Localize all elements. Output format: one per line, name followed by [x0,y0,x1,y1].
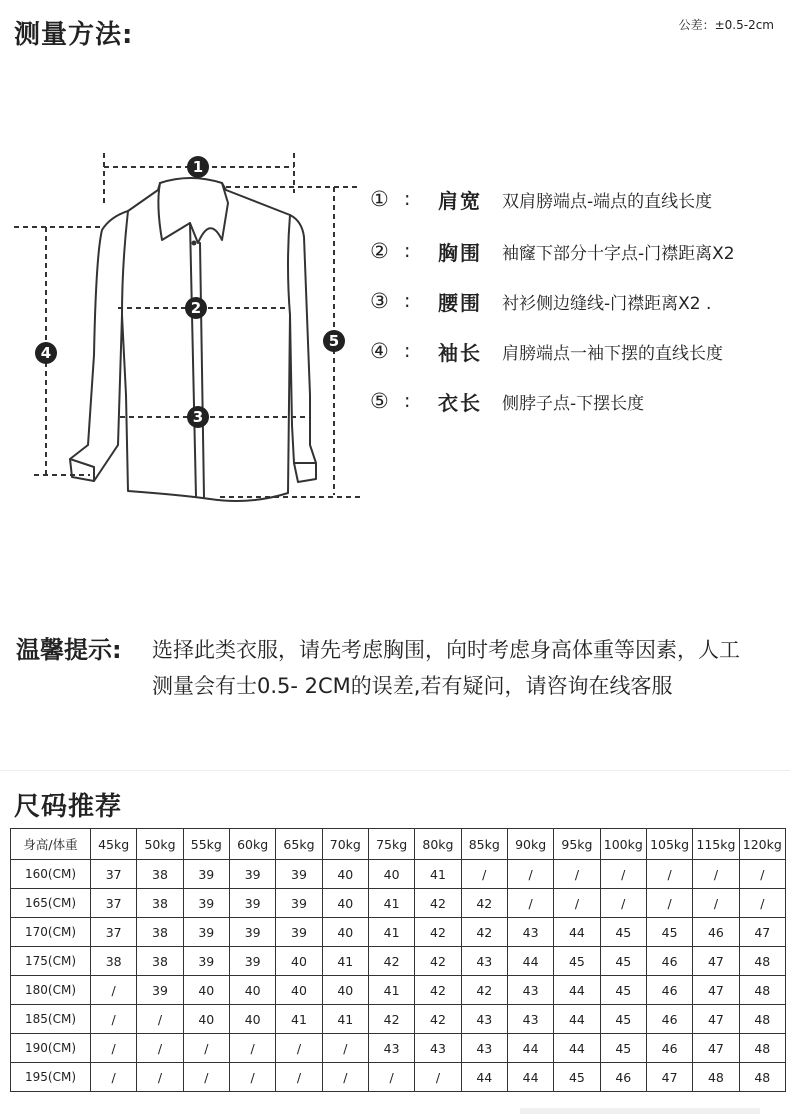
size-cell: 44 [507,1034,553,1063]
size-cell: 41 [276,1005,322,1034]
size-cell: 39 [276,918,322,947]
size-cell: 48 [739,947,785,976]
table-row [11,976,786,1005]
legend-description: 袖窿下部分十字点-门襟距离X2 [502,243,735,264]
height-cell: 180(CM) [11,976,91,1005]
size-cell: / [91,1063,137,1092]
size-cell: 40 [322,976,368,1005]
size-cell: / [739,860,785,889]
size-cell: / [322,1034,368,1063]
size-cell: 42 [368,1005,414,1034]
tips-label: 温馨提示: [16,636,122,664]
size-cell: / [183,1063,229,1092]
size-cell: 42 [415,889,461,918]
height-cell: 160(CM) [11,860,91,889]
legend-name: 胸围 [438,240,482,265]
table-row [11,1034,786,1063]
size-cell: 42 [461,976,507,1005]
size-cell: 47 [693,1005,739,1034]
size-cell: 39 [183,860,229,889]
size-cell: 39 [276,889,322,918]
legend-description: 双肩膀端点-端点的直线长度 [502,191,713,212]
size-cell: / [600,889,646,918]
size-cell: 39 [276,860,322,889]
size-cell: 42 [461,889,507,918]
size-recommend-title: 尺码推荐 [14,792,123,822]
table-row [11,918,786,947]
weight-header: 45kg [91,829,137,860]
legend-colon: : [404,340,411,362]
size-cell: 41 [368,889,414,918]
height-cell: 185(CM) [11,1005,91,1034]
size-cell: / [554,860,600,889]
legend-name: 腰围 [438,290,482,315]
legend-number: ② [370,239,389,263]
size-cell: 48 [739,1034,785,1063]
size-cell: 47 [646,1063,692,1092]
size-cell: 38 [137,889,183,918]
size-cell: 45 [600,1034,646,1063]
size-cell: 44 [461,1063,507,1092]
measure-method-title: 测量方法: [14,20,134,50]
size-cell: 46 [646,1005,692,1034]
size-cell: 44 [507,1063,553,1092]
shirt-measurement-diagram [10,145,370,515]
size-cell: / [554,889,600,918]
size-cell: / [415,1063,461,1092]
size-cell: 39 [229,918,275,947]
size-cell: 44 [554,918,600,947]
weight-header: 70kg [322,829,368,860]
size-cell: / [276,1063,322,1092]
legend-name: 袖长 [438,340,482,365]
legend-row-chest [370,236,735,266]
height-cell: 165(CM) [11,889,91,918]
size-cell: / [276,1034,322,1063]
size-cell: 45 [646,918,692,947]
size-cell: 46 [646,1034,692,1063]
size-cell: 40 [229,1005,275,1034]
weight-header: 95kg [554,829,600,860]
size-cell: 44 [554,976,600,1005]
size-cell: 43 [461,1034,507,1063]
size-cell: 46 [693,918,739,947]
height-cell: 175(CM) [11,947,91,976]
size-cell: 40 [322,889,368,918]
size-cell: 39 [183,947,229,976]
size-cell: 42 [415,1005,461,1034]
weight-header: 55kg [183,829,229,860]
weight-header: 65kg [276,829,322,860]
legend-description: 衬衫侧边缝线-门襟距离X2 . [502,293,712,314]
size-cell: 40 [183,976,229,1005]
size-cell: / [91,976,137,1005]
marker-5: 5 [328,332,340,350]
size-cell: 37 [91,860,137,889]
weight-header: 90kg [507,829,553,860]
weight-header: 50kg [137,829,183,860]
size-cell: 42 [461,918,507,947]
size-cell: 40 [183,1005,229,1034]
size-cell: 40 [276,947,322,976]
marker-3: 3 [192,408,204,426]
legend-description: 侧脖子点-下摆长度 [502,393,645,414]
table-row [11,860,786,889]
size-cell: 40 [276,976,322,1005]
size-cell: 43 [461,947,507,976]
size-cell: 45 [600,1005,646,1034]
size-cell: 40 [368,860,414,889]
marker-1: 1 [192,158,204,176]
height-cell: 170(CM) [11,918,91,947]
size-cell: / [91,1005,137,1034]
size-cell: / [693,860,739,889]
size-cell: 39 [183,889,229,918]
table-row [11,947,786,976]
size-cell: 39 [229,889,275,918]
size-cell: 42 [415,976,461,1005]
size-cell: 40 [229,976,275,1005]
size-cell: 48 [739,1063,785,1092]
size-cell: 47 [693,976,739,1005]
table-row [11,1005,786,1034]
size-cell: / [368,1063,414,1092]
faint-footer-text [520,1108,760,1114]
size-cell: 39 [183,918,229,947]
size-cell: 43 [507,918,553,947]
weight-header: 120kg [739,829,785,860]
size-cell: 37 [91,918,137,947]
size-cell: 47 [693,1034,739,1063]
table-row [11,1063,786,1092]
legend-row-sleeve [370,336,723,366]
legend-name: 肩宽 [438,188,482,213]
size-cell: / [507,860,553,889]
legend-number: ⑤ [370,389,389,413]
size-cell: 40 [322,918,368,947]
size-cell: 48 [739,1005,785,1034]
legend-colon: : [404,390,411,412]
weight-header: 85kg [461,829,507,860]
size-cell: 41 [322,1005,368,1034]
size-cell: / [137,1034,183,1063]
size-cell: 48 [739,976,785,1005]
size-cell: 45 [554,947,600,976]
legend-colon: : [404,240,411,262]
legend-number: ④ [370,339,389,363]
size-cell: 38 [91,947,137,976]
size-cell: 42 [415,947,461,976]
size-cell: 44 [507,947,553,976]
legend-number: ① [370,187,389,211]
size-cell: 47 [739,918,785,947]
size-cell: 45 [600,976,646,1005]
size-cell: 40 [322,860,368,889]
size-cell: / [600,860,646,889]
size-cell: 44 [554,1034,600,1063]
size-cell: / [229,1034,275,1063]
size-cell: 43 [415,1034,461,1063]
weight-header: 100kg [600,829,646,860]
size-cell: 46 [646,976,692,1005]
size-cell: 43 [507,1005,553,1034]
height-cell: 195(CM) [11,1063,91,1092]
legend-row-waist [370,286,711,316]
size-cell: 48 [693,1063,739,1092]
legend-description: 肩膀端点一袖下摆的直线长度 [502,343,723,364]
table-row [11,889,786,918]
size-cell: 43 [461,1005,507,1034]
size-cell: / [229,1063,275,1092]
corner-header: 身高/体重 [11,829,91,860]
size-cell: / [322,1063,368,1092]
size-cell: / [137,1005,183,1034]
legend-number: ③ [370,289,389,313]
legend-colon: : [404,290,411,312]
weight-header: 105kg [646,829,692,860]
size-cell: 45 [600,947,646,976]
size-cell: / [646,889,692,918]
weight-header: 60kg [229,829,275,860]
size-cell: / [183,1034,229,1063]
size-cell: 47 [693,947,739,976]
weight-header: 115kg [693,829,739,860]
size-cell: 38 [137,947,183,976]
size-cell: / [646,860,692,889]
tips-text: 选择此类衣服，请先考虑胸围，向时考虑身高体重等因素，人工测量会有士0.5- 2CM的误差,若有疑问，请咨询在线客服 [152,638,740,698]
size-cell: / [91,1034,137,1063]
size-cell: 46 [646,947,692,976]
size-cell: 38 [137,918,183,947]
size-cell: 44 [554,1005,600,1034]
size-cell: 45 [600,918,646,947]
size-cell: 39 [137,976,183,1005]
tolerance-note: 公差：±0.5-2cm [678,18,774,32]
marker-2: 2 [190,299,202,317]
size-recommend-table [10,828,786,1092]
weight-header: 75kg [368,829,414,860]
size-cell: 43 [368,1034,414,1063]
marker-4: 4 [40,344,52,362]
legend-name: 衣长 [438,390,482,415]
table-header-row [11,829,786,860]
size-cell: 42 [368,947,414,976]
shirt-collar [158,183,228,243]
size-cell: 41 [368,976,414,1005]
size-cell: / [461,860,507,889]
size-cell: 38 [137,860,183,889]
size-cell: / [137,1063,183,1092]
size-cell: 41 [368,918,414,947]
panel-divider [0,770,790,771]
size-cell: 39 [229,860,275,889]
size-cell: 43 [507,976,553,1005]
height-cell: 190(CM) [11,1034,91,1063]
size-cell: / [507,889,553,918]
size-cell: 41 [322,947,368,976]
size-cell: 37 [91,889,137,918]
legend-colon: : [404,188,411,210]
size-cell: 45 [554,1063,600,1092]
legend-row-shoulder [370,184,712,214]
size-cell: / [739,889,785,918]
weight-header: 80kg [415,829,461,860]
size-cell: 46 [600,1063,646,1092]
size-cell: 41 [415,860,461,889]
size-cell: / [693,889,739,918]
legend-row-length [370,386,644,416]
size-cell: 42 [415,918,461,947]
size-cell: 39 [229,947,275,976]
